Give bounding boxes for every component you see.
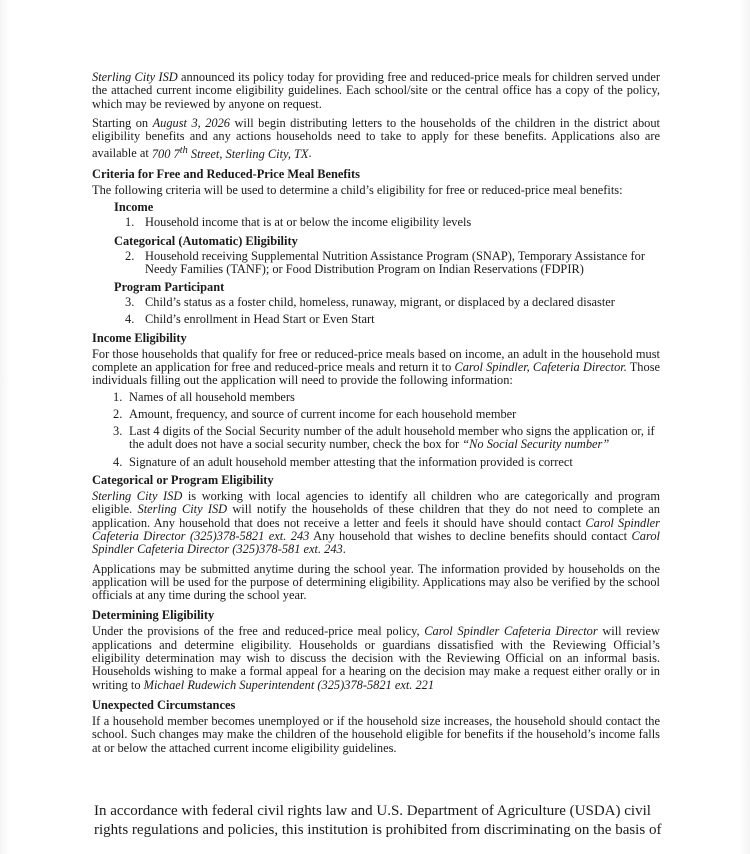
income-info-list (92, 391, 660, 469)
income-info-item: 4. Signature of an adult household member attesting that the information provided is correct (113, 454, 573, 469)
criteria-list (92, 296, 660, 327)
criteria-group-title: Program Participant (114, 280, 225, 295)
contact-info: Carol Spindler Cafeteria Director (325)378-581 ext. 243 (92, 528, 660, 557)
criteria-item: 3. Child’s status as a foster child, homeless, runaway, migrant, or displaced by a declared disaster (125, 295, 615, 310)
intro-paragraph-2: Starting on August 3, 2026 will begin distributing letters to the households of the children in the district about eligibility benefits and any actions households need to take to apply for these benefits. Applications also are available at 700 7th Street, Sterling City, TX. (92, 115, 660, 161)
income-paragraph: For those households that qualify for free or reduced-price meals based on income, an adult in the household must complete an application for free and reduced-price meals and return it to Carol Spindler, Cafeteria Director. Those individuals filling out the application will need to provide the following information: (92, 346, 661, 388)
determining-paragraph: Under the provisions of the free and reduced-price meal policy, Carol Spindler Cafeteria Director will review applications and determine eligibility. Households or guardians dissatisfied with the Reviewing Official’s eligibility determination may wish to discuss the decision with the Reviewing Official on an informal basis. Households wishing to make a formal appeal for a hearing on the decision may make a request either orally or in writing to Michael Rudewich Superintendent (325)378-5821 ext. 221 (92, 624, 660, 692)
unexpected-paragraph: If a household member becomes unemployed or if the household size increases, the household should contact the school. Such changes may make the children of the household eligible for benefits if the household’s income falls at or below the attached current income eligibility guidelines. (92, 713, 660, 755)
start-date: August 3, 2026 (152, 115, 230, 130)
section-heading-categorical: Categorical or Program Eligibility (92, 473, 274, 488)
district-name: Sterling City ISD (92, 70, 178, 84)
contact-info: Carol Spindler Cafeteria Director (325)378-5821 ext. 243 (92, 515, 661, 543)
reviewing-official: Carol Spindler Cafeteria Director (424, 624, 598, 639)
section-heading-income: Income Eligibility (92, 330, 187, 345)
criteria-item: 1. Household income that is at or below the income eligibility levels (125, 215, 472, 230)
criteria-group-title: Categorical (Automatic) Eligibility (114, 233, 298, 248)
criteria-intro: The following criteria will be used to determine a child’s eligibility for free or reduced-price meal benefits: (92, 182, 623, 197)
income-info-item: 2. Amount, frequency, and source of current income for each household member (113, 406, 517, 421)
criteria-item: 4. Child’s enrollment in Head Start or Even Start (125, 312, 375, 327)
criteria-group-title: Income (114, 200, 154, 215)
criteria-item: 2. Household receiving Supplemental Nutrition Assistance Program (SNAP), Temporary Assistance for Needy Families (TANF); or Food Distribution Program on Indian Reservations (FDPIR) (125, 248, 645, 276)
intro-paragraph-1: Sterling City ISD announced its policy today for providing free and reduced-price meals for children served under the attached current income eligibility guidelines. Each school/site or the central office has a copy of the policy, which may be reviewed by anyone on request. (92, 70, 660, 111)
income-info-item: 1. Names of all household members (113, 389, 295, 404)
section-heading-criteria: Criteria for Free and Reduced-Price Meal Benefits (92, 166, 360, 181)
address: 700 7th Street, Sterling City, TX (151, 144, 309, 161)
categorical-paragraph: Sterling City ISD is working with local agencies to identify all children who are categorically and program eligible. Sterling City ISD will notify the households of these children that they do not need to complete an application. Any household that does not receive a letter and feels it should have should contact Carol Spindler Cafeteria Director (325)378-5821 ext. 243 Any household that wishes to decline benefits should contact Carol Spindler Cafeteria Director (325)378-581 ext. 243. (92, 489, 661, 557)
section-heading-unexpected: Unexpected Circumstances (92, 697, 236, 712)
criteria-list (92, 216, 660, 229)
applications-paragraph: Applications may be submitted anytime during the school year. The information provided by households on the application will be used for the purpose of determining eligibility. Applications may also be verified by the school officials at any time during the school year. (92, 561, 660, 603)
appeal-contact: Michael Rudewich Superintendent (325)378-5821 ext. 221 (143, 677, 435, 692)
contact-name: Carol Spindler, Cafeteria Director. (454, 359, 627, 374)
criteria-list (92, 250, 660, 277)
section-heading-determining: Determining Eligibility (92, 608, 215, 623)
income-info-item: 3. Last 4 digits of the Social Security number of the adult household member who signs the application or, if the adult does not have a social security number, check the box for “No Social Security number” (113, 424, 655, 452)
civil-rights-statement (94, 802, 664, 840)
letter-body (92, 71, 660, 761)
civil-rights-text: In accordance with federal civil rights law and U.S. Department of Agriculture (USDA) civil rights regulations and policies, this institution is prohibited from discriminating on the basis of (94, 803, 662, 838)
